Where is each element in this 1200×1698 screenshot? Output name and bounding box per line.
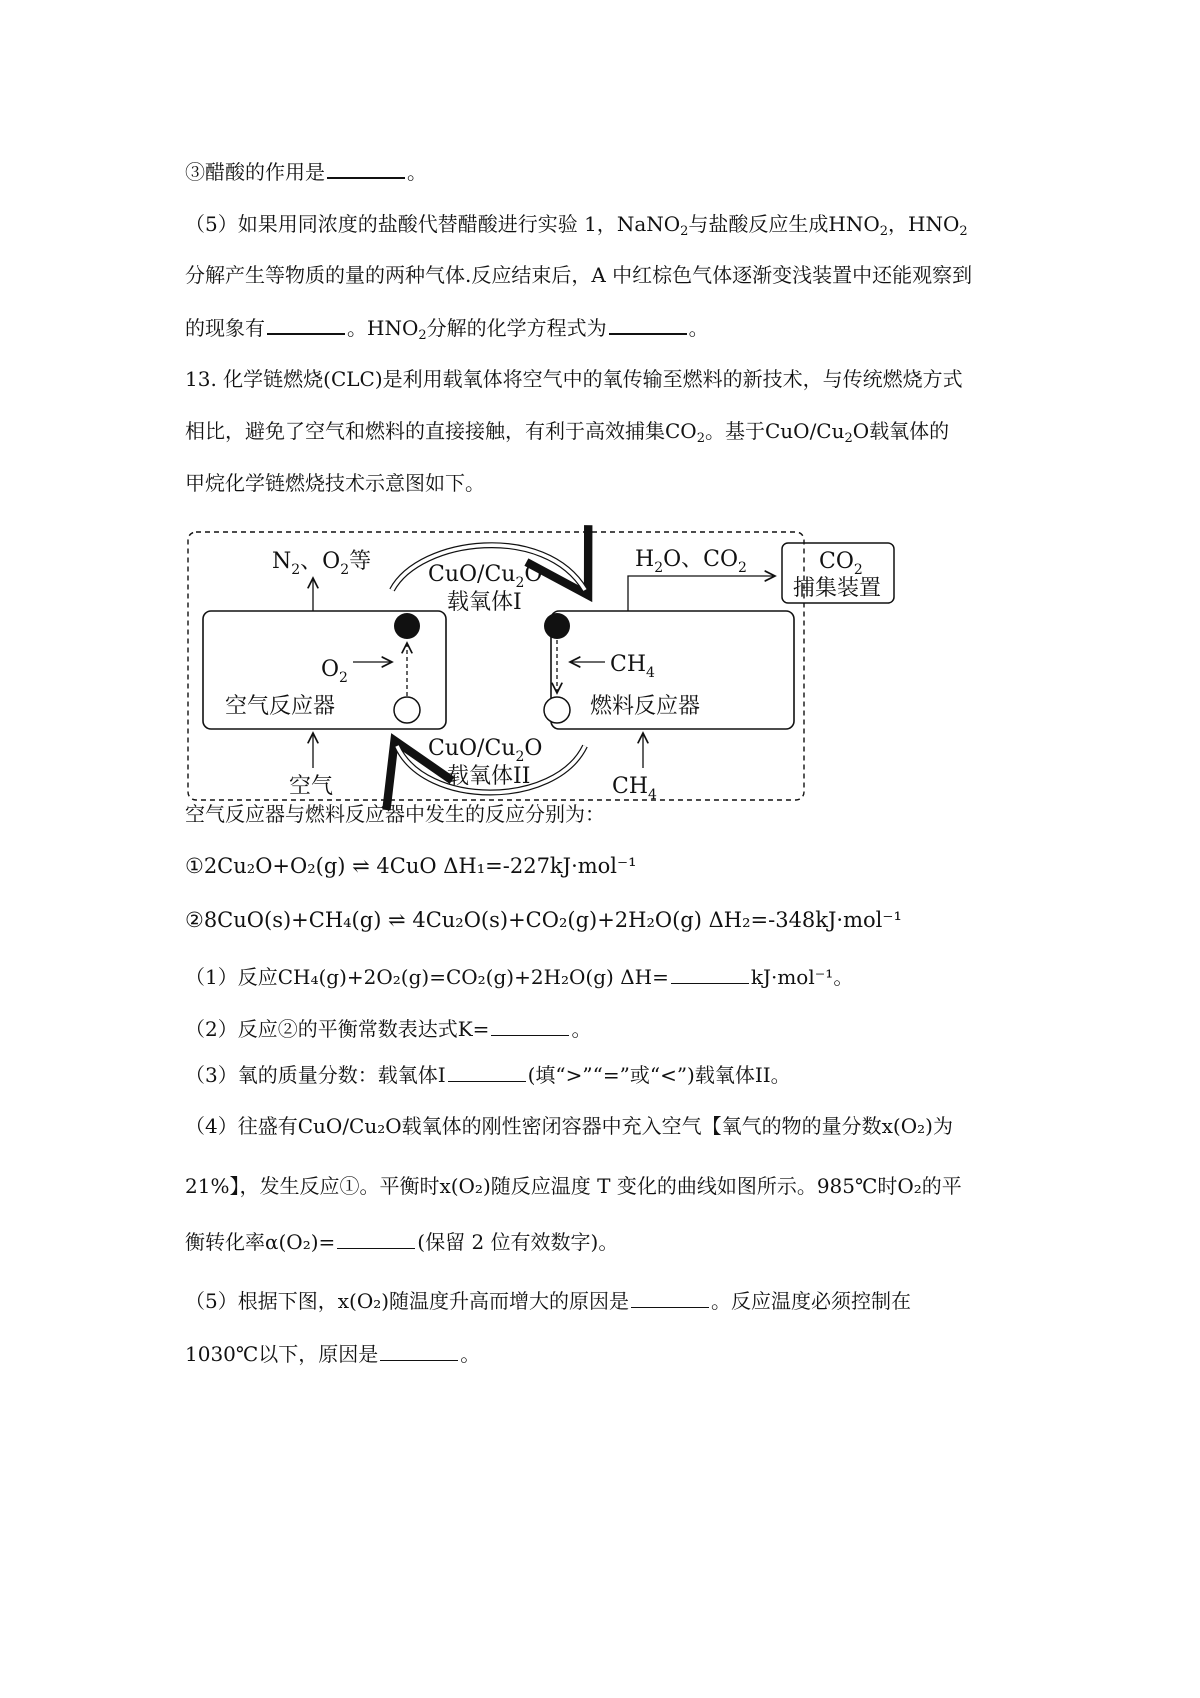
text: （5）根据下图，	[185, 1289, 338, 1313]
text: （5）如果用同浓度的盐酸代替醋酸进行实验 1，	[185, 212, 617, 236]
text: 。	[833, 965, 854, 989]
formula: CuO/Cu	[764, 419, 845, 443]
co2-capture-label: $CO_2$	[819, 549, 863, 578]
text: （2）反应②的平衡常数表达式	[185, 1017, 458, 1041]
formula: O	[852, 419, 870, 443]
ch4-inner-label: $CH_4$	[610, 652, 655, 681]
text: 。基于	[704, 419, 765, 443]
formula: HNO	[367, 316, 419, 340]
answer-blank[interactable]	[671, 963, 749, 984]
text: 分解产生等物质的量的两种气体.反应结束后，A 中红棕色气体逐渐变浅装置中还能观察到	[185, 263, 973, 287]
unit: kJ·mol⁻¹	[750, 965, 834, 989]
reactions-intro	[185, 800, 605, 828]
q13-sub1	[185, 963, 853, 991]
text: 13. 化学链燃烧(CLC)是利用载氧体将空气中的氧传输至燃料的新技术，与传统燃烧方式	[185, 367, 963, 391]
text: 空气反应器与燃料反应器中发生的反应分别为：	[185, 802, 605, 826]
answer-blank[interactable]	[337, 1228, 415, 1249]
formula: HNO	[828, 212, 880, 236]
clc-diagram	[185, 528, 882, 808]
q13-intro-line1	[185, 365, 963, 393]
carrier-top-name: 载氧体I	[447, 590, 522, 615]
carrier-bottom-name: 载氧体II	[447, 764, 531, 789]
text: 甲烷化学链燃烧技术示意图如下。	[185, 471, 485, 495]
answer-blank[interactable]	[609, 313, 687, 335]
text: (保留 2 位有效数字)。	[417, 1230, 619, 1254]
text: 衡转化率	[185, 1230, 265, 1254]
text: ，	[888, 212, 909, 236]
text: 随温度升高而增大的原因是	[389, 1289, 630, 1313]
text: (填“>”“=”或“<”)载氧体II。	[527, 1063, 791, 1087]
fuel-reactor-label: 燃料反应器	[590, 694, 701, 719]
o2-input-label: $O_2$	[321, 657, 348, 686]
q12-item3-end: 。	[407, 160, 427, 184]
text: 为	[932, 1114, 953, 1138]
empty-particle	[394, 697, 420, 723]
answer-blank[interactable]	[448, 1061, 526, 1082]
text: 。	[460, 1342, 481, 1366]
formula: x(O₂)	[337, 1289, 390, 1313]
text: 的平	[921, 1174, 962, 1198]
formula: CuO/Cu₂O	[297, 1114, 402, 1138]
text: （1）反应	[185, 965, 278, 989]
air-reactor-label: 空气反应器	[225, 694, 336, 719]
filled-particle	[544, 613, 570, 639]
formula: x(O₂)	[881, 1114, 933, 1138]
formula: HNO	[908, 212, 960, 236]
q13-sub2	[185, 1015, 591, 1043]
ch4-bottom-label: $CH_4$	[612, 774, 657, 803]
filled-particle	[394, 613, 420, 639]
text: 分解的化学方程式为	[426, 316, 607, 340]
n2-o2-label: $N_2$、$O_2$等	[272, 549, 372, 578]
reaction-1	[185, 852, 637, 880]
text: 。	[571, 1017, 592, 1041]
h2o-co2-label: $H_2O$、$CO_2$	[635, 547, 747, 576]
answer-blank[interactable]	[491, 1015, 569, 1036]
q13-intro-line3	[185, 469, 485, 497]
air-input-label: 空气	[289, 774, 334, 799]
formula: CO	[665, 419, 697, 443]
capture-device-label: 捕集装置	[793, 576, 882, 601]
answer-blank[interactable]	[267, 313, 345, 335]
q12-item5-line1: （5）如果用同浓度的盐酸代替醋酸进行实验 1，NaNO$_2$与盐酸反应生成$HNO_2$，$HNO_2$	[185, 212, 968, 239]
text: 与盐酸反应生成	[688, 212, 829, 236]
equation-text: ①2Cu₂O+O₂(g) ⇌ 4CuO ΔH₁=-227kJ·mol⁻¹	[185, 854, 637, 878]
answer-blank[interactable]	[380, 1340, 458, 1361]
q12-item3	[185, 157, 427, 186]
q13-sub5-line2	[185, 1340, 480, 1368]
answer-blank[interactable]	[631, 1287, 709, 1308]
equation-text: ②8CuO(s)+CH₄(g) ⇌ 4Cu₂O(s)+CO₂(g)+2H₂O(g) ΔH₂=-348kJ·mol⁻¹	[185, 908, 902, 932]
carrier-bottom-label: CuO/$Cu_2O$	[428, 736, 543, 765]
text: 1030℃以下，原因是	[185, 1342, 379, 1366]
q13-sub4-line2	[185, 1172, 962, 1200]
text: 的现象有	[185, 316, 265, 340]
q13-sub3	[185, 1061, 791, 1089]
text: （4）往盛有	[185, 1114, 298, 1138]
formula: α(O₂)=	[265, 1230, 336, 1254]
text: 。	[347, 316, 367, 340]
q12-item5-line2	[185, 261, 972, 289]
text: 21%】，发生反应①。平衡时	[185, 1174, 440, 1198]
text: 载氧体的	[869, 419, 950, 443]
empty-particle	[544, 697, 570, 723]
formula: NaNO	[616, 212, 681, 236]
text: 随反应温度 T 变化的曲线如图所示。985℃时	[490, 1174, 898, 1198]
q13-sub4-line3	[185, 1228, 618, 1256]
reaction-2	[185, 906, 902, 934]
text: 。反应温度必须控制在	[711, 1289, 912, 1313]
q13-sub5-line1	[185, 1287, 911, 1315]
q13-sub4-line1	[185, 1112, 953, 1140]
formula: O₂	[897, 1174, 922, 1198]
formula: x(O₂)	[439, 1174, 491, 1198]
text: 载氧体的刚性密闭容器中充入空气【氧气的物的量分数	[401, 1114, 882, 1138]
q13-intro-line2: 相比，避免了空气和燃料的直接接触，有利于高效捕集$CO_2$。基于CuO/$Cu_2O$载氧体的	[185, 419, 950, 446]
q12-item5-line3: 的现象有 。$HNO_2$分解的化学方程式为 。	[185, 313, 709, 342]
text: 。	[688, 316, 709, 340]
text: 相比，避免了空气和燃料的直接接触，有利于高效捕集	[185, 419, 665, 443]
answer-blank[interactable]	[327, 157, 405, 179]
carrier-top-label: CuO/$Cu_2O$	[428, 562, 543, 591]
q12-item3-text: ③醋酸的作用是	[185, 160, 325, 184]
text: （3）氧的质量分数：载氧体I	[185, 1063, 446, 1087]
formula: K=	[457, 1017, 490, 1041]
formula: CH₄(g)+2O₂(g)=CO₂(g)+2H₂O(g) ΔH=	[277, 965, 669, 989]
